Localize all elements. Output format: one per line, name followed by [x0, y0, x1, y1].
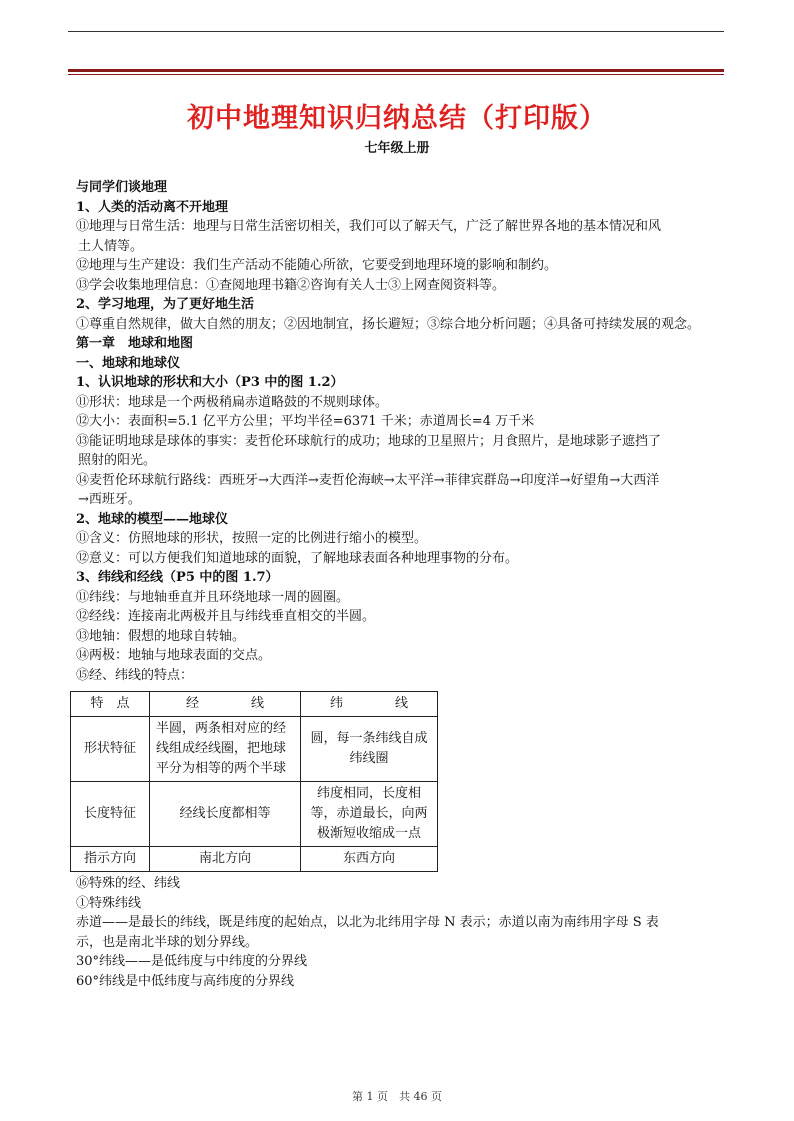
text-line: ⑪纬线：与地轴垂直并且环绕地球一周的圆圈。: [76, 589, 350, 605]
section-heading: 与同学们谈地理: [76, 180, 168, 195]
text-line: ①尊重自然规律，做大自然的朋友；②因地制宜，扬长避短；③综合地分析问题；④具备可持续发展的观念。: [76, 316, 701, 332]
table-header: 经 线: [150, 692, 301, 717]
table-cell: 纬度相同，长度相等，赤道最长，向两极渐短收缩成一点: [301, 782, 438, 847]
table-cell: 南北方向: [150, 847, 301, 872]
table-row: [71, 782, 438, 847]
table-header-row: [71, 692, 438, 717]
text-line: ⑫大小：表面积=5.1 亿平方公里；平均半径=6371 千米；赤道周长=4 万千米: [76, 414, 535, 429]
section-heading: 1、人类的活动离不开地理: [76, 199, 229, 215]
page-title: 初中地理知识归纳总结（打印版）: [187, 103, 607, 134]
text-line: 照射的阳光。: [78, 453, 157, 468]
header-rule: [68, 31, 724, 32]
text-line: →西班牙。: [78, 492, 141, 507]
table-cell: 经线长度都相等: [150, 782, 301, 847]
text-line: ⑭麦哲伦环球航行路线：西班牙→大西洋→麦哲伦海峡→太平洋→菲律宾群岛→印度洋→好望角→大西洋: [76, 472, 660, 488]
text-line: 赤道——是最长的纬线，既是纬度的起始点，以北为北纬用字母 N 表示；赤道以南为南纬用字母 S 表: [76, 915, 659, 930]
section-heading: 1、认识地球的形状和大小（P3 中的图 1.2）: [76, 375, 344, 390]
text-line: ⑫地理与生产建设：我们生产活动不能随心所欲，它要受到地理环境的影响和制约。: [76, 258, 558, 273]
section-heading: 2、学习地理，为了更好地生活: [76, 297, 255, 312]
title-rule: [68, 69, 724, 72]
body-lines: [76, 178, 726, 685]
text-line: ⑪形状：地球是一个两极稍扁赤道略鼓的不规则球体。: [76, 394, 389, 410]
text-line: ⑮经、纬线的特点：: [76, 667, 194, 683]
text-line: ⑭两极：地轴与地球表面的交点。: [76, 648, 272, 663]
section-heading: 一、地球和地球仪: [76, 355, 181, 371]
section-heading: 第一章 地球和地图: [76, 336, 194, 351]
text-line: 60°纬线是中低纬度与高纬度的分界线: [76, 973, 295, 989]
text-line: ⑫经线：连接南北两极并且与纬线垂直相交的半圆。: [76, 609, 376, 624]
text-line: ⑪含义：仿照地球的形状，按照一定的比例进行缩小的模型。: [76, 531, 428, 546]
text-line: ⑬能证明地球是球体的事实：麦哲伦环球航行的成功；地球的卫星照片；月食照片，是地球影子遮挡了: [76, 433, 662, 449]
text-line: 示，也是南北半球的划分界线。: [76, 934, 259, 950]
title-rule-thin: [68, 74, 724, 75]
document-body: [76, 178, 726, 991]
text-line: ⑬学会收集地理信息：①查阅地理书籍②咨询有关人士③上网查阅资料等。: [76, 277, 506, 293]
table-header: 特 点: [71, 692, 150, 717]
table-cell: 东西方向: [301, 847, 438, 872]
text-line: ⑯特殊的经、纬线: [76, 876, 181, 891]
table-cell: 形状特征: [71, 717, 150, 782]
table-cell: 圆，每一条纬线自成纬线圈: [301, 717, 438, 782]
table-row: [71, 847, 438, 872]
features-table: [70, 691, 438, 872]
page-footer: 第 1 页 共 46 页: [352, 1090, 442, 1103]
text-line: ①特殊纬线: [76, 895, 142, 911]
text-line: ⑪地理与日常生活：地理与日常生活密切相关，我们可以了解天气，广泛了解世界各地的基本情况和风: [76, 219, 662, 234]
table-row: [71, 717, 438, 782]
table-cell: 半圆，两条相对应的经线组成经线圈，把地球平分为相等的两个半球: [150, 717, 301, 782]
table-header: 纬 线: [301, 692, 438, 717]
text-line: 30°纬线——是低纬度与中纬度的分界线: [76, 954, 308, 969]
text-line: 土人情等。: [78, 238, 144, 254]
section-heading: 2、地球的模型——地球仪: [76, 511, 229, 527]
text-line: ⑫意义：可以方便我们知道地球的面貌，了解地球表面各种地理事物的分布。: [76, 550, 519, 566]
text-line: ⑬地轴：假想的地球自转轴。: [76, 628, 246, 644]
body-lines-after-table: [76, 874, 726, 991]
table-cell: 指示方向: [71, 847, 150, 872]
table-cell: 长度特征: [71, 782, 150, 847]
page-subtitle: 七年级上册: [364, 141, 430, 156]
section-heading: 3、纬线和经线（P5 中的图 1.7）: [76, 570, 279, 585]
